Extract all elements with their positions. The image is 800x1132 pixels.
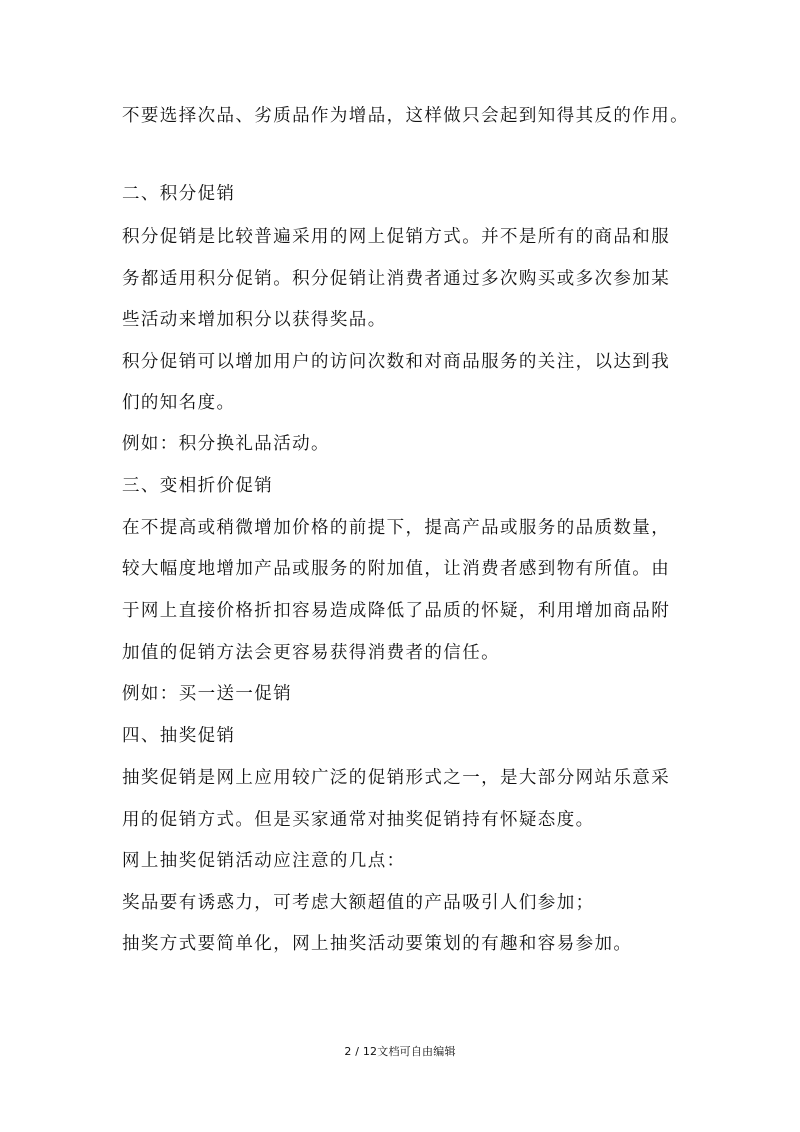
paragraph-line: 些活动来增加积分以获得奖品。 (122, 310, 387, 330)
paragraph-line: 用的促销方式。但是买家通常对抽奖促销持有怀疑态度。 (122, 810, 595, 830)
paragraph-line: 积分促销是比较普遍采用的网上促销方式。并不是所有的商品和服 (122, 227, 671, 247)
page-footer: 2 / 12文档可自由编辑 (344, 1045, 456, 1058)
paragraph-line: 网上抽奖促销活动应注意的几点： (122, 851, 406, 871)
paragraph-line: 奖品要有诱惑力，可考虑大额超值的产品吸引人们参加； (122, 893, 595, 913)
paragraph-line: 例如：积分换礼品活动。 (122, 434, 330, 454)
paragraph-line: 较大幅度地增加产品或服务的附加值，让消费者感到物有所值。由 (122, 559, 671, 579)
section-heading: 二、积分促销 (122, 184, 236, 204)
paragraph-line: 于网上直接价格折扣容易造成降低了品质的怀疑，利用增加商品附 (122, 601, 671, 621)
paragraph-line: 务都适用积分促销。积分促销让消费者通过多次购买或多次参加某 (122, 269, 671, 289)
section-heading: 四、抽奖促销 (122, 726, 236, 746)
paragraph-line: 不要选择次品、劣质品作为增品，这样做只会起到知得其反的作用。 (122, 106, 689, 126)
paragraph-line: 加值的促销方法会更容易获得消费者的信任。 (122, 643, 500, 663)
section-heading: 三、变相折价促销 (122, 476, 274, 496)
paragraph-line: 积分促销可以增加用户的访问次数和对商品服务的关注，以达到我 (122, 352, 671, 372)
paragraph-line: 在不提高或稍微增加价格的前提下，提高产品或服务的品质数量， (122, 518, 671, 538)
paragraph-line: 抽奖方式要简单化，网上抽奖活动要策划的有趣和容易参加。 (122, 934, 633, 954)
paragraph-line: 例如：买一送一促销 (122, 684, 293, 704)
paragraph-line: 们的知名度。 (122, 393, 236, 413)
paragraph-line: 抽奖促销是网上应用较广泛的促销形式之一，是大部分网站乐意采 (122, 768, 671, 788)
